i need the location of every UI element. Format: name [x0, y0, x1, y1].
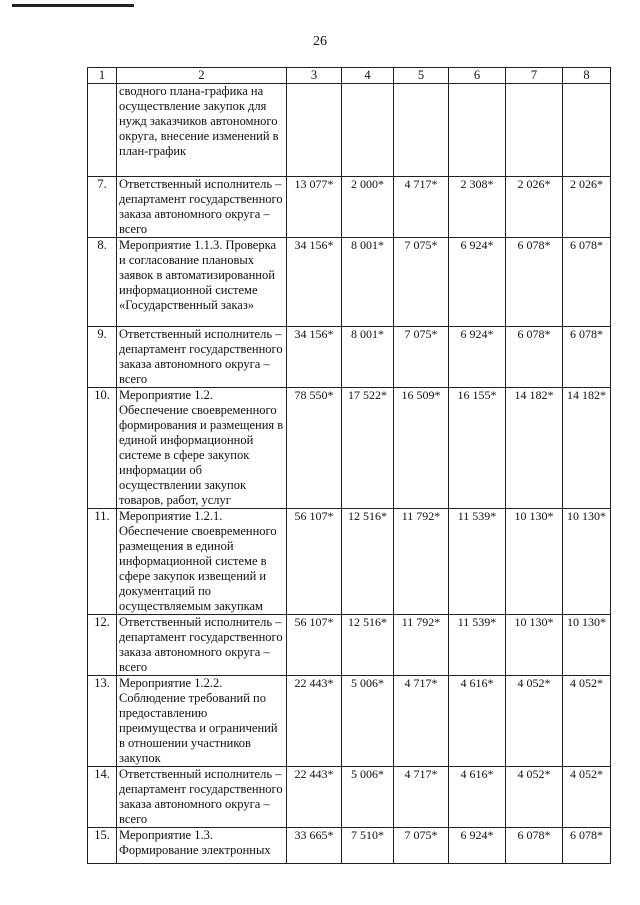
value-cell-col-6: 6 924* [449, 327, 506, 388]
header-cell: 7 [506, 68, 563, 84]
value-cell-col-8 [563, 84, 611, 177]
value-cell-col-8: 4 052* [563, 767, 611, 828]
header-cell: 4 [342, 68, 394, 84]
value-cell-col-4: 8 001* [342, 327, 394, 388]
value-cell-col-3: 56 107* [287, 509, 342, 615]
value-cell-col-4: 12 516* [342, 615, 394, 676]
value-cell-col-7: 10 130* [506, 509, 563, 615]
table-row [88, 767, 611, 828]
value-cell-col-5: 16 509* [394, 388, 449, 509]
row-description: Мероприятие 1.2. Обеспечение своевременного формирования и размещения в единой информационной системе в сфере закупок информации об осуществлении закупок товаров, работ, услуг [117, 388, 287, 509]
value-cell-col-7: 14 182* [506, 388, 563, 509]
value-cell-col-5: 11 792* [394, 509, 449, 615]
row-number: 7. [88, 177, 117, 238]
data-table [87, 67, 611, 864]
row-description: сводного плана-графика на осуществление закупок для нужд заказчиков автономного округа, внесение изменений в план-график [117, 84, 287, 177]
value-cell-col-8: 4 052* [563, 676, 611, 767]
value-cell-col-6: 4 616* [449, 676, 506, 767]
value-cell-col-8: 6 078* [563, 327, 611, 388]
value-cell-col-5: 7 075* [394, 828, 449, 864]
value-cell-col-5: 4 717* [394, 767, 449, 828]
table-row [88, 177, 611, 238]
value-cell-col-4: 5 006* [342, 676, 394, 767]
table-row [88, 676, 611, 767]
value-cell-col-3: 56 107* [287, 615, 342, 676]
row-number: 14. [88, 767, 117, 828]
value-cell-col-4: 5 006* [342, 767, 394, 828]
row-number: 13. [88, 676, 117, 767]
row-description: Ответственный исполнитель – департамент государственного заказа автономного округа – всего [117, 327, 287, 388]
table-row [88, 828, 611, 864]
table-row [88, 615, 611, 676]
value-cell-col-8: 10 130* [563, 509, 611, 615]
value-cell-col-3: 22 443* [287, 676, 342, 767]
header-cell: 2 [117, 68, 287, 84]
table-header-row [88, 68, 611, 84]
value-cell-col-8: 2 026* [563, 177, 611, 238]
value-cell-col-6: 6 924* [449, 238, 506, 327]
value-cell-col-3 [287, 84, 342, 177]
table-row [88, 388, 611, 509]
value-cell-col-3: 34 156* [287, 327, 342, 388]
value-cell-col-6: 16 155* [449, 388, 506, 509]
value-cell-col-3: 78 550* [287, 388, 342, 509]
value-cell-col-8: 6 078* [563, 238, 611, 327]
value-cell-col-4: 17 522* [342, 388, 394, 509]
value-cell-col-5: 11 792* [394, 615, 449, 676]
value-cell-col-7: 6 078* [506, 238, 563, 327]
header-cell: 3 [287, 68, 342, 84]
row-description: Ответственный исполнитель – департамент государственного заказа автономного округа – всего [117, 177, 287, 238]
value-cell-col-5: 7 075* [394, 327, 449, 388]
value-cell-col-7: 6 078* [506, 828, 563, 864]
value-cell-col-3: 34 156* [287, 238, 342, 327]
table-row [88, 327, 611, 388]
row-description: Ответственный исполнитель – департамент государственного заказа автономного округа – всего [117, 767, 287, 828]
value-cell-col-5: 4 717* [394, 177, 449, 238]
value-cell-col-4: 8 001* [342, 238, 394, 327]
value-cell-col-7: 10 130* [506, 615, 563, 676]
row-number: 8. [88, 238, 117, 327]
value-cell-col-6: 11 539* [449, 615, 506, 676]
value-cell-col-5 [394, 84, 449, 177]
value-cell-col-8: 10 130* [563, 615, 611, 676]
row-description: Мероприятие 1.2.1. Обеспечение своевременного размещения в единой информационной системе в сфере закупок извещений и документаций по осуществляемым закупкам [117, 509, 287, 615]
value-cell-col-6: 4 616* [449, 767, 506, 828]
value-cell-col-4: 7 510* [342, 828, 394, 864]
value-cell-col-5: 4 717* [394, 676, 449, 767]
value-cell-col-6: 2 308* [449, 177, 506, 238]
row-description: Ответственный исполнитель – департамент государственного заказа автономного округа – всего [117, 615, 287, 676]
row-number [88, 84, 117, 177]
value-cell-col-4: 12 516* [342, 509, 394, 615]
row-number: 10. [88, 388, 117, 509]
value-cell-col-7: 6 078* [506, 327, 563, 388]
value-cell-col-3: 22 443* [287, 767, 342, 828]
row-number: 12. [88, 615, 117, 676]
value-cell-col-7: 2 026* [506, 177, 563, 238]
value-cell-col-3: 33 665* [287, 828, 342, 864]
row-number: 15. [88, 828, 117, 864]
row-description: Мероприятие 1.2.2. Соблюдение требований по предоставлению преимущества и ограничений в отношении участников закупок [117, 676, 287, 767]
value-cell-col-3: 13 077* [287, 177, 342, 238]
header-cell: 1 [88, 68, 117, 84]
page-number: 26 [313, 34, 327, 49]
value-cell-col-6: 6 924* [449, 828, 506, 864]
header-cell: 8 [563, 68, 611, 84]
value-cell-col-4: 2 000* [342, 177, 394, 238]
table-row [88, 238, 611, 327]
row-number: 11. [88, 509, 117, 615]
value-cell-col-6 [449, 84, 506, 177]
header-cell: 5 [394, 68, 449, 84]
row-description: Мероприятие 1.1.3. Проверка и согласование плановых заявок в автоматизированной информационной системе «Государственный заказ» [117, 238, 287, 327]
header-cell: 6 [449, 68, 506, 84]
row-number: 9. [88, 327, 117, 388]
table-row [88, 509, 611, 615]
value-cell-col-4 [342, 84, 394, 177]
top-rule [12, 4, 134, 7]
value-cell-col-7: 4 052* [506, 676, 563, 767]
value-cell-col-6: 11 539* [449, 509, 506, 615]
value-cell-col-8: 6 078* [563, 828, 611, 864]
row-description: Мероприятие 1.3. Формирование электронных [117, 828, 287, 864]
value-cell-col-7: 4 052* [506, 767, 563, 828]
value-cell-col-8: 14 182* [563, 388, 611, 509]
table-row [88, 84, 611, 177]
value-cell-col-7 [506, 84, 563, 177]
value-cell-col-5: 7 075* [394, 238, 449, 327]
